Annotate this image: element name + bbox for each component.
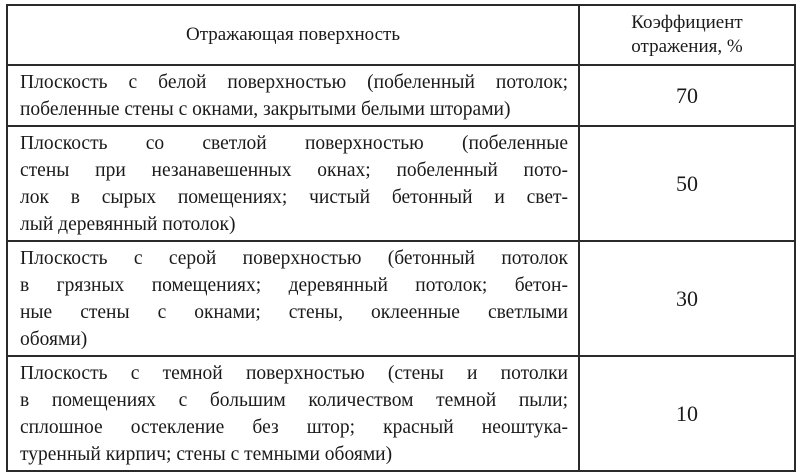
coefficient-value: 30 [579, 241, 795, 356]
description-line: Плоскость с серой поверхностью (бетонный потолок [20, 248, 568, 269]
description-line: Плоскость со светлой поверхностью (побеленные [20, 133, 568, 154]
description-line: ные стены с окнами; стены, оклеенные светлыми [20, 302, 568, 323]
surface-description [7, 241, 579, 356]
header-coefficient-line2: отражения, % [631, 36, 743, 57]
table-row [7, 126, 795, 241]
surface-description [7, 65, 579, 126]
description-line: стены при незанавешенных окнах; побеленный пото- [20, 160, 568, 181]
coefficient-value: 50 [579, 126, 795, 241]
header-coefficient [579, 5, 795, 65]
surface-description [7, 126, 579, 241]
description-line: лый деревянный потолок) [20, 214, 236, 235]
description-line: в грязных помещениях; деревянный потолок; бетон- [20, 275, 568, 296]
description-line: обоями) [20, 329, 88, 350]
coefficient-value: 10 [579, 356, 795, 471]
description-line: Плоскость с белой поверхностью (побеленный потолок; [20, 72, 568, 93]
table-row [7, 65, 795, 126]
header-surface: Отражающая поверхность [7, 5, 579, 65]
header-coefficient-line1: Коэффициент [631, 12, 743, 33]
description-line: туренный кирпич; стены с темными обоями) [20, 444, 393, 465]
reflection-coefficient-table [6, 4, 796, 472]
surface-description [7, 356, 579, 471]
table-row [7, 356, 795, 471]
description-line: Плоскость с темной поверхностью (стены и потолки [20, 363, 568, 384]
description-line: побеленные стены с окнами, закрытыми белыми шторами) [20, 99, 511, 120]
description-line: лок в сырых помещениях; чистый бетонный и свет- [20, 187, 568, 208]
description-line: сплошное остекление без штор; красный неоштука- [20, 417, 568, 438]
description-line: в помещениях с большим количеством темной пыли; [20, 390, 568, 411]
table-row [7, 241, 795, 356]
coefficient-value: 70 [579, 65, 795, 126]
